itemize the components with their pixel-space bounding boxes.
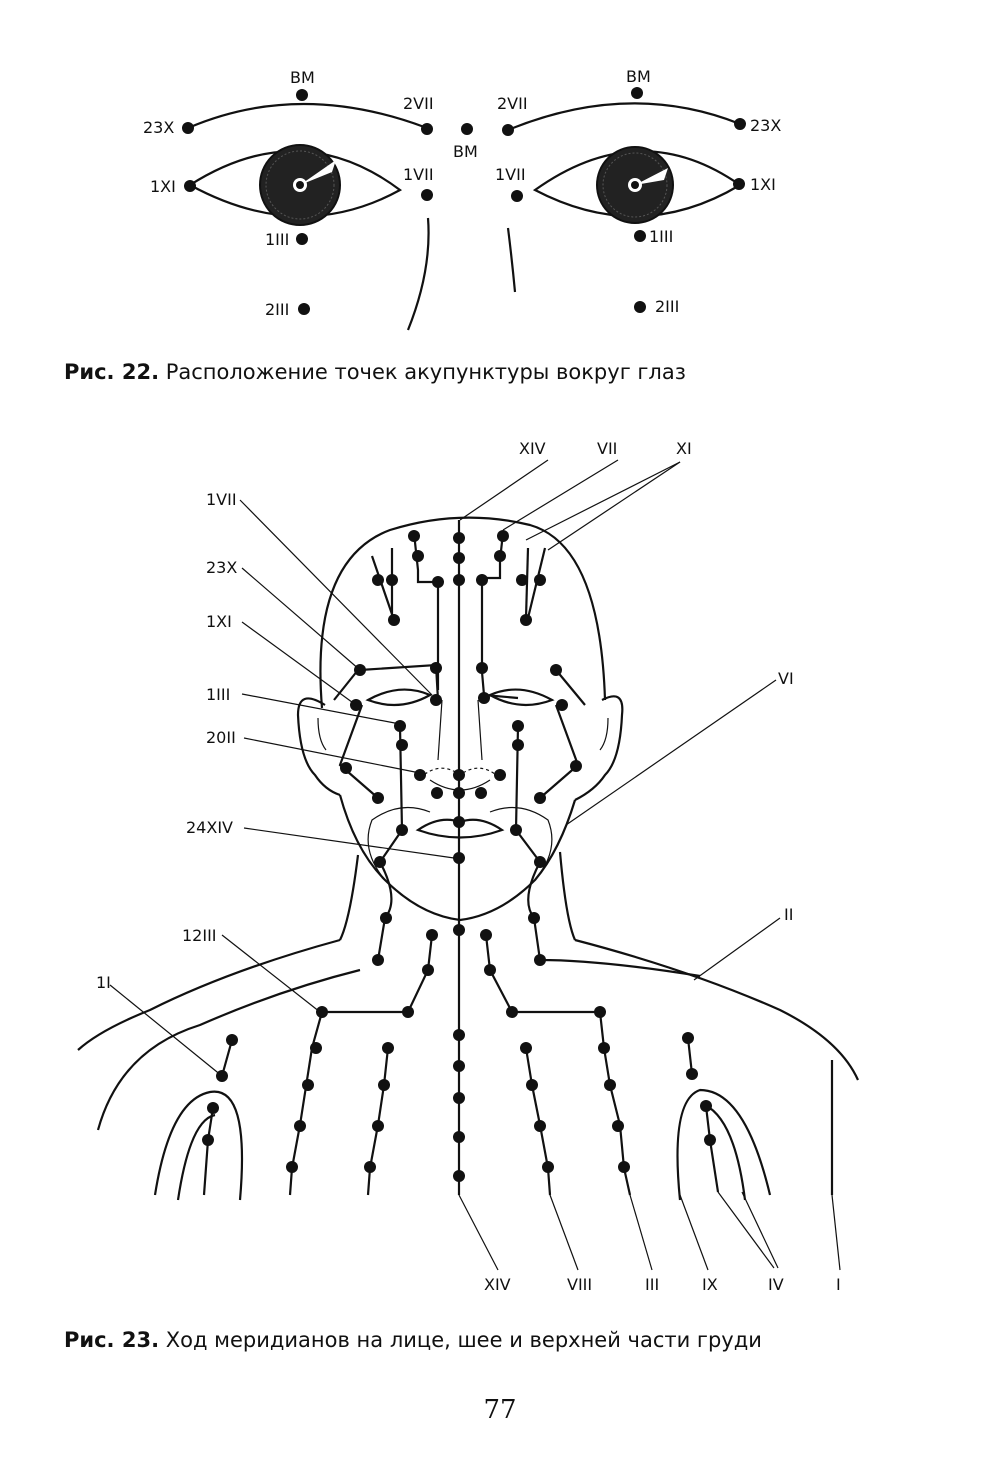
label-1xi-left: 1ХI [150,177,176,196]
label-1xi-right: 1ХI [750,175,776,194]
label-1vii-right: 1VII [495,165,526,184]
label-ii: II [784,905,794,924]
label-bottom-iii: III [645,1275,660,1294]
neck-left [340,855,358,940]
label-23x-left: 23Х [143,118,175,137]
label-1iii-right: 1III [649,227,674,246]
label-bottom-ix: IX [702,1275,718,1294]
left-eye-outline [368,690,430,705]
neck-right [560,852,575,940]
label-1xi: 1ХI [206,612,232,631]
label-1iii: 1III [206,685,231,704]
label-bm-left: ВМ [290,68,315,87]
left-eyebrow [188,104,427,128]
label-23x-right: 23Х [750,116,782,135]
label-top-vii: VII [597,439,618,458]
right-eyebrow [508,103,740,130]
label-1i: 1I [96,973,111,992]
right-ear [575,696,622,800]
label-23x: 23Х [206,558,238,577]
label-2iii-left: 2III [265,300,290,319]
label-top-xiv: XIV [519,439,546,458]
label-bottom-xiv: XIV [484,1275,511,1294]
label-1vii-left: 1VII [403,165,434,184]
label-bm-right: ВМ [626,67,651,86]
figure-23-caption [64,1328,762,1352]
nose-right-line [508,228,515,292]
label-20ii: 20II [206,728,236,747]
label-24xiv: 24XIV [186,818,233,837]
figure-22-caption-text: Расположение точек акупунктуры вокруг глаз [159,360,686,384]
label-2vii-right: 2VII [497,94,528,113]
figure-23-caption-text: Ход меридианов на лице, шее и верхней части груди [159,1328,762,1352]
leader-lines [110,460,840,1270]
head-outline [320,518,605,708]
label-bottom-i: I [836,1275,841,1294]
left-arm-inner [155,1092,242,1200]
page-number: 77 [483,1395,517,1425]
right-shoulder [575,940,858,1080]
figure-22-eye-points-diagram [0,0,1000,345]
label-2iii-right: 2III [655,297,680,316]
left-ear [298,698,340,795]
label-vi: VI [778,669,794,688]
label-2vii-left: 2VII [403,94,434,113]
right-arm-inner [678,1090,771,1200]
figure-22-caption [64,360,686,384]
label-12iii: 12III [182,926,217,945]
label-bottom-viii: VIII [567,1275,593,1294]
right-eye [535,147,740,223]
label-1iii-left: 1III [265,230,290,249]
nose-left-line [408,218,429,330]
label-bottom-iv: IV [768,1275,784,1294]
label-bm-center: ВМ [453,142,478,161]
label-top-xi: XI [676,439,692,458]
label-1vii: 1VII [206,490,237,509]
figure-22-caption-label: Рис. 22. [64,360,160,384]
figure-23-meridians-diagram [0,420,1000,1310]
left-shoulder [78,940,340,1050]
figure-23-caption-label: Рис. 23. [64,1328,160,1352]
left-eye [190,145,400,225]
